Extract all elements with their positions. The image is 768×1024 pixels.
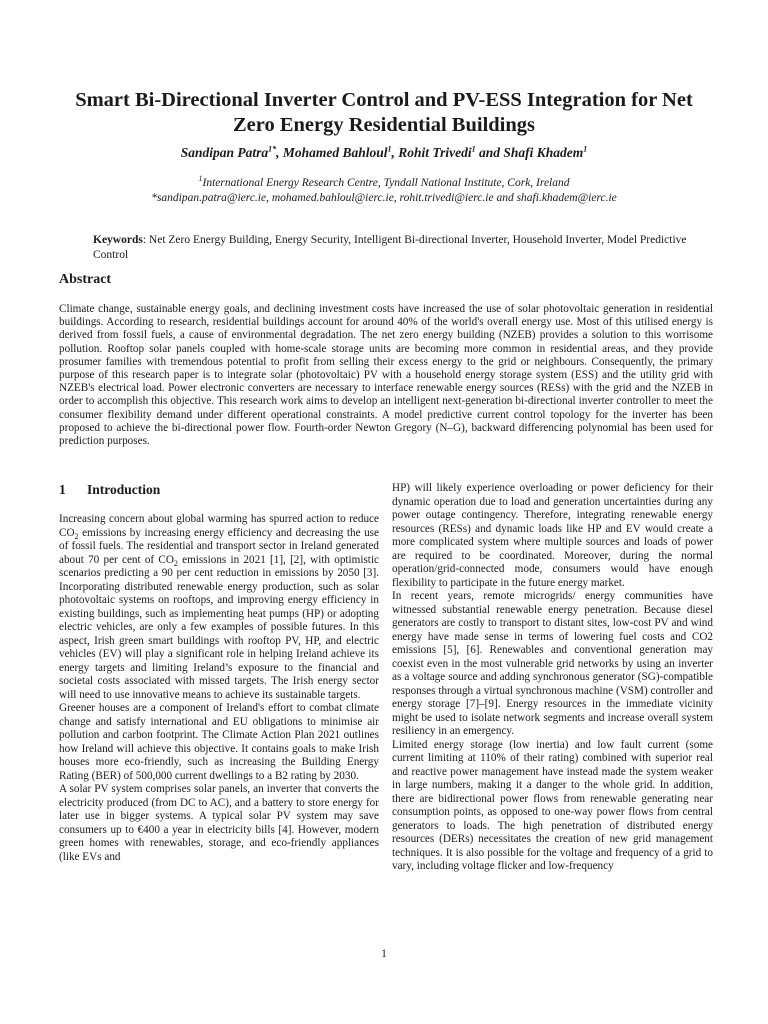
keywords-text: : Net Zero Energy Building, Energy Security, Intelligent Bi-directional Inverter, Household Inverter, Model Predictive Control bbox=[93, 234, 687, 261]
author: Mohamed Bahloul$^1$, bbox=[282, 144, 399, 160]
paragraph: Limited energy storage (low inertia) and low fault current (some current limiting at 110% of their rating) combined with superior real and reactive power management have instead made the system weaker in large numbers, making it a danger to the whole grid. In addition, there are bidirectional power flows from renewable generating near consumption points, as opposed to one-way power flows from central generators to loads. The high penetration of distributed energy resources (DERs) necessitates the creation of new grid management techniques. It is also possible for the voltage and frequency of a grid to vary, including voltage flicker and low-frequency bbox=[392, 738, 713, 872]
paragraph: Greener houses are a component of Ireland's effort to combat climate change and satisfy international and EU obligations to minimise air pollution and carbon footprint. The Climate Action Plan 2021 outlines how Ireland will achieve this objective. It contains goals to make Irish houses more eco-friendly, such as increasing the Building Energy Rating (BER) of 500,000 current dwellings to a B2 rating by 2030. bbox=[59, 702, 379, 782]
paragraph: HP) will likely experience overloading or power deficiency for their dynamic operation due to load and generation uncertainties during any power outage contingency. Therefore, integrating renewable energy resources (RESs) and dynamic loads like HP and EV would create a more complicated system where multiple sources and loads of power are required to be coordinated. Moreover, during the normal operation/grid-connected mode, consumers would have enough flexibility to participate in the future energy market. bbox=[392, 482, 713, 589]
author: Rohit Trivedi$^1$ and bbox=[398, 144, 504, 160]
author-emails: *sandipan.patra@ierc.ie, mohamed.bahloul@ierc.ie, rohit.trivedi@ierc.ie and shafi.khadem@ierc.ie bbox=[151, 192, 617, 204]
paragraph: A solar PV system comprises solar panels, an inverter that converts the electricity produced (from DC to AC), and a battery to store energy for later use in bigger systems. A typical solar PV system may save consumers up to €400 a year in electricity bills [4]. However, modern green homes with renewables, storage, and eco-friendly appliances (like EVs and bbox=[59, 783, 379, 863]
keywords-label: Keywords bbox=[93, 234, 143, 246]
abstract-heading: Abstract bbox=[59, 272, 112, 287]
paragraph: In recent years, remote microgrids/ energy communities have witnessed substantial renewable energy penetration. Because diesel generators are costly to transport to distant sites, low-cost PV and wind energy have made sense in terms of lowering fuel costs and CO2 emissions [5], [6]. Renewables and conventional generation may coexist even in the most vulnerable grid networks by using an inverter as a voltage source and adding synchronous generator (SG)-compatible responses through a virtual synchronous machine (VSM) controller and energy storage [7]–[9]. Energy resources in the immediate vicinity might be used to isolate network segments and increase overall system resiliency in an emergency. bbox=[392, 590, 713, 737]
abstract-text: Climate change, sustainable energy goals, and declining investment costs have increased the use of solar photovoltaic generation in residential buildings. According to research, residential buildings account for around 40% of the world's overall energy use. Most of this utilised energy is derived from fossil fuels, a cause of environmental degradation. The net zero energy building (NZEB) provides a solution to this worrisome pollution. Rooftop solar panels coupled with home-scale storage units are becoming more common in residential areas, and they provide prosumer families with tremendous potential to profit from selling their excess energy to the grid or neighbours. Consequently, the primary purpose of this research paper is to integrate solar (photovoltaic) PV with a household energy storage system (ESS) and the utility grid with NZEB's electrical load. Power electronic converters are necessary to interface renewable energy sources (RESs) with the grid and the NZEB in order to accomplish this objective. This research work aims to develop an intelligent next-generation bi-directional inverter controller to meet the consumer flexibility demand under different operational constraints. A model predictive current control topology for the inverter has been proposed to achieve the bi-directional power flow. Fourth-order Newton Gregory (N–G), backward differencing polynomial has been used for prediction purposes. bbox=[59, 303, 713, 448]
left-column bbox=[59, 513, 379, 864]
right-column bbox=[392, 482, 713, 874]
author-list bbox=[60, 144, 708, 162]
author: Shafi Khadem$^1$ bbox=[503, 144, 588, 160]
affiliation-block bbox=[40, 176, 728, 206]
page-number: 1 bbox=[381, 948, 387, 960]
section-number: 1 bbox=[59, 482, 66, 497]
paper-title: Smart Bi-Directional Inverter Control and PV-ESS Integration for Net Zero Energy Residential Buildings bbox=[75, 89, 693, 136]
affiliation: $^1$International Energy Research Centre, Tyndall National Institute, Cork, Ireland bbox=[198, 174, 570, 189]
section-heading bbox=[59, 482, 160, 498]
author: Sandipan Patra$^{1*}$, bbox=[180, 144, 283, 160]
section-title: Introduction bbox=[87, 482, 161, 497]
keywords bbox=[93, 233, 693, 263]
paragraph: Increasing concern about global warming has spurred action to reduce $CO_2$ emissions by increasing energy efficiency and decreasing the use of fossil fuels. The residential and transport sector in Ireland generated about 70 per cent of $CO_2$ emissions in 2021 [1], [2], with optimistic scenarios predicting a 90 per cent reduction in emissions by 2050 [3]. Incorporating distributed renewable energy production, such as solar photovoltaic systems on rooftops, and improving energy efficiency in existing buildings, such as implementing heat pumps (HP) or adopting electric vehicles, are only a few examples of possible futures. In this aspect, Irish green smart buildings with rooftop PV, HP, and electric vehicles (EV) will play a significant role in helping Ireland achieve its energy targets and limiting Ireland’s exposure to the financial and societal costs associated with missed targets. The Irish energy sector will need to use innovative means to achieve its sustainable targets. bbox=[59, 513, 379, 701]
